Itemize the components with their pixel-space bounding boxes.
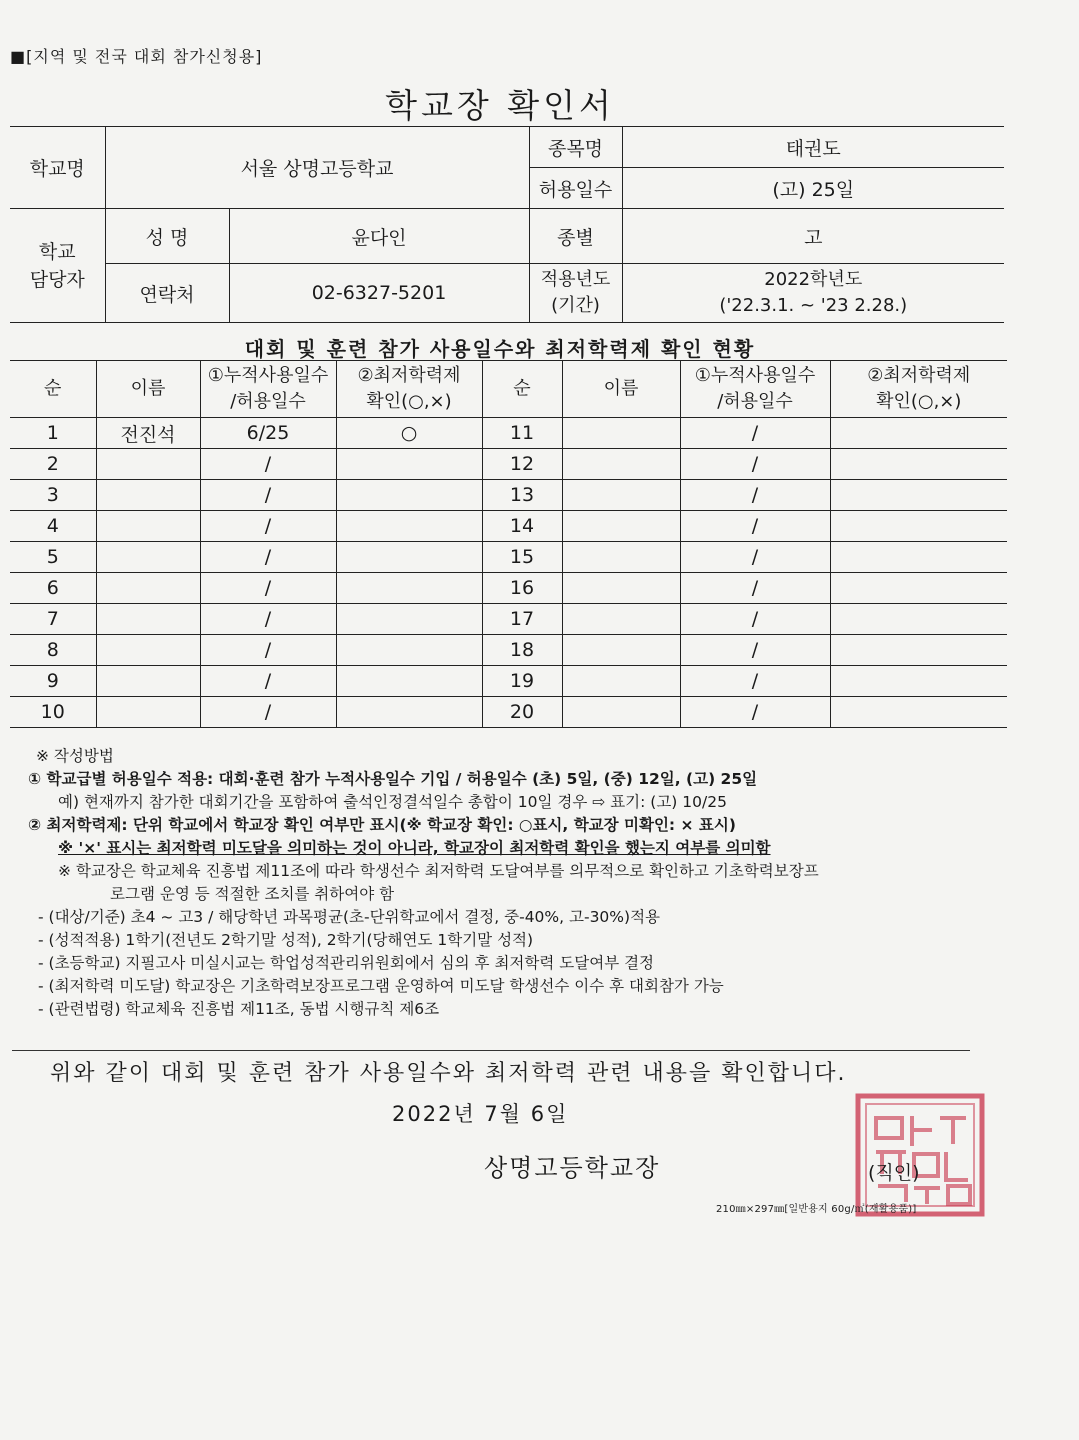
note-item-1: ① 학교급별 허용일수 적용: 대회·훈련 참가 누적사용일수 기입 / 허용일수 (초) 5일, (중) 12일, (고) 25일 <box>28 770 758 788</box>
school-label: 학교명 <box>10 127 105 209</box>
days-used-left: 6/25 <box>200 418 336 449</box>
student-name-left <box>96 480 200 511</box>
student-name-right <box>562 418 680 449</box>
note-item-2-remark-1: ※ '×' 표시는 최저학력 미도달을 의미하는 것이 아니라, 학교장이 최저학력 확인을 했는지 여부를 의미함 <box>58 839 771 857</box>
phone-value: 02-6327-5201 <box>229 264 529 323</box>
student-name-left <box>96 666 200 697</box>
min-academic-check-left <box>336 697 482 728</box>
row-number-right: 16 <box>482 573 562 604</box>
student-name-right <box>562 511 680 542</box>
min-academic-check-right <box>830 666 1007 697</box>
days-used-right: / <box>680 418 830 449</box>
row-number-right: 15 <box>482 542 562 573</box>
header-min-right-line1: ②최저학력제 <box>867 365 971 386</box>
days-used-right: / <box>680 697 830 728</box>
row-number-left: 5 <box>10 542 96 573</box>
header-no-left: 순 <box>10 361 96 418</box>
min-academic-check-left: ○ <box>336 418 482 449</box>
note-dash-5: - (관련법령) 학교체육 진흥법 제11조, 동법 시행규칙 제6조 <box>38 1000 440 1018</box>
roster-row <box>10 635 1007 666</box>
min-academic-check-right <box>830 418 1007 449</box>
days-used-right: / <box>680 573 830 604</box>
school-value: 서울 상명고등학교 <box>105 127 529 209</box>
header-days-right <box>680 361 830 418</box>
min-academic-check-right <box>830 480 1007 511</box>
row-number-right: 12 <box>482 449 562 480</box>
days-used-left: / <box>200 573 336 604</box>
student-name-right <box>562 480 680 511</box>
name-label: 성 명 <box>105 209 229 264</box>
row-number-left: 10 <box>10 697 96 728</box>
roster-header-row <box>10 361 1007 418</box>
confirmation-statement: 위와 같이 대회 및 훈련 참가 사용일수와 최저학력 관련 내용을 확인합니다. <box>50 1061 847 1086</box>
min-academic-check-left <box>336 542 482 573</box>
days-used-left: / <box>200 449 336 480</box>
min-academic-check-left <box>336 449 482 480</box>
year-label <box>529 264 622 323</box>
year-value <box>622 264 1004 323</box>
days-used-left: / <box>200 480 336 511</box>
contact-person-label-line1: 학교 <box>38 240 76 263</box>
days-used-left: / <box>200 635 336 666</box>
days-used-right: / <box>680 480 830 511</box>
days-used-right: / <box>680 449 830 480</box>
issue-date: 2022년 7월 6일 <box>392 1102 569 1126</box>
roster-row <box>10 511 1007 542</box>
roster-row <box>10 449 1007 480</box>
student-name-left <box>96 511 200 542</box>
row-number-left: 8 <box>10 635 96 666</box>
phone-label: 연락처 <box>105 264 229 323</box>
row-number-left: 9 <box>10 666 96 697</box>
row-number-right: 18 <box>482 635 562 666</box>
allowed-days-label: 허용일수 <box>529 168 622 209</box>
student-name-right <box>562 542 680 573</box>
roster-row <box>10 542 1007 573</box>
roster-row <box>10 604 1007 635</box>
roster-row <box>10 418 1007 449</box>
student-name-right <box>562 697 680 728</box>
student-name-left <box>96 697 200 728</box>
header-min-left-line1: ②최저학력제 <box>357 365 461 386</box>
student-name-left <box>96 542 200 573</box>
min-academic-check-right <box>830 449 1007 480</box>
header-min-right-line2: 확인(○,×) <box>876 391 962 412</box>
days-used-left: / <box>200 697 336 728</box>
min-academic-check-left <box>336 511 482 542</box>
document-title: 학교장 확인서 <box>385 86 615 125</box>
header-name-left: 이름 <box>96 361 200 418</box>
note-item-2: ② 최저학력제: 단위 학교에서 학교장 확인 여부만 표시(※ 학교장 확인: ○표시, 학교장 미확인: × 표시) <box>28 816 736 834</box>
header-days-left-line1: ①누적사용일수 <box>207 365 329 386</box>
min-academic-check-left <box>336 635 482 666</box>
days-used-left: / <box>200 604 336 635</box>
roster-table <box>10 360 1007 728</box>
category-label: 종별 <box>529 209 622 264</box>
section-title: 대회 및 훈련 참가 사용일수와 최저학력제 확인 현황 <box>244 337 756 361</box>
student-name-left <box>96 449 200 480</box>
min-academic-check-right <box>830 697 1007 728</box>
header-min-left-line2: 확인(○,×) <box>366 391 452 412</box>
allowed-days-value: (고) 25일 <box>622 168 1004 209</box>
divider <box>12 1050 970 1051</box>
header-info-table <box>10 126 1004 323</box>
principal-title: 상명고등학교장 <box>484 1154 661 1182</box>
category-value: 고 <box>622 209 1004 264</box>
student-name-right <box>562 449 680 480</box>
row-number-right: 20 <box>482 697 562 728</box>
header-no-right: 순 <box>482 361 562 418</box>
days-used-right: / <box>680 666 830 697</box>
note-dash-3: - (초등학교) 지필고사 미실시교는 학업성적관리위원회에서 심의 후 최저학력 도달여부 결정 <box>38 954 655 972</box>
note-dash-4: - (최저학력 미도달) 학교장은 기초학력보장프로그램 운영하여 미도달 학생선수 이수 후 대회참가 가능 <box>38 977 724 995</box>
row-number-left: 3 <box>10 480 96 511</box>
roster-row <box>10 573 1007 604</box>
year-label-line2: (기간) <box>551 295 600 316</box>
days-used-left: / <box>200 511 336 542</box>
year-value-line1: 2022학년도 <box>764 269 863 290</box>
notes-heading: ※ 작성방법 <box>36 747 114 765</box>
note-dash-2: - (성적적용) 1학기(전년도 2학기말 성적), 2학기(당해연도 1학기말 성적) <box>38 931 534 949</box>
min-academic-check-right <box>830 635 1007 666</box>
header-min-right <box>830 361 1007 418</box>
roster-body <box>10 418 1007 728</box>
student-name-left <box>96 573 200 604</box>
student-name-right <box>562 604 680 635</box>
student-name-right <box>562 635 680 666</box>
student-name-right <box>562 573 680 604</box>
row-number-right: 14 <box>482 511 562 542</box>
header-name-right: 이름 <box>562 361 680 418</box>
seal-label: (직인) <box>868 1162 920 1184</box>
min-academic-check-right <box>830 511 1007 542</box>
min-academic-check-right <box>830 542 1007 573</box>
student-name-left <box>96 604 200 635</box>
note-item-2-remark-2a: ※ 학교장은 학교체육 진흥법 제11조에 따라 학생선수 최저학력 도달여부를 의무적으로 확인하고 기초학력보장프 <box>58 862 819 880</box>
days-used-right: / <box>680 511 830 542</box>
days-used-right: / <box>680 635 830 666</box>
header-days-left-line2: /허용일수 <box>230 391 306 412</box>
row-number-left: 6 <box>10 573 96 604</box>
row-number-left: 7 <box>10 604 96 635</box>
min-academic-check-left <box>336 573 482 604</box>
paper-spec: 210㎜×297㎜[일반용지 60g/㎡(재활용품)] <box>716 1204 917 1215</box>
header-min-left <box>336 361 482 418</box>
form-tag: ■[지역 및 전국 대회 참가신청용] <box>10 47 263 66</box>
min-academic-check-left <box>336 480 482 511</box>
row-number-left: 4 <box>10 511 96 542</box>
row-number-left: 2 <box>10 449 96 480</box>
student-name-left: 전진석 <box>96 418 200 449</box>
row-number-right: 13 <box>482 480 562 511</box>
roster-row <box>10 666 1007 697</box>
header-days-left <box>200 361 336 418</box>
row-number-right: 17 <box>482 604 562 635</box>
contact-person-label <box>10 209 105 323</box>
note-item-2-remark-2b: 로그램 운영 등 적절한 조치를 취하여야 함 <box>110 885 395 903</box>
min-academic-check-left <box>336 604 482 635</box>
note-dash-1: - (대상/기준) 초4 ~ 고3 / 해당학년 과목평균(초-단위학교에서 결정, 중-40%, 고-30%)적용 <box>38 908 661 926</box>
contact-person-label-line2: 담당자 <box>29 268 85 291</box>
min-academic-check-right <box>830 573 1007 604</box>
instructions <box>28 745 988 1021</box>
days-used-right: / <box>680 604 830 635</box>
year-value-line2: ('22.3.1. ~ '23 2.28.) <box>719 295 908 316</box>
roster-row <box>10 697 1007 728</box>
min-academic-check-left <box>336 666 482 697</box>
header-days-right-line2: /허용일수 <box>717 391 793 412</box>
note-item-1-example: 예) 현재까지 참가한 대회기간을 포함하여 출석인정결석일수 총합이 10일 경우 ⇨ 표기: (고) 10/25 <box>58 793 727 811</box>
year-label-line1: 적용년도 <box>540 269 611 290</box>
days-used-left: / <box>200 666 336 697</box>
student-name-left <box>96 635 200 666</box>
row-number-right: 19 <box>482 666 562 697</box>
row-number-right: 11 <box>482 418 562 449</box>
sport-label: 종목명 <box>529 127 622 168</box>
header-days-right-line1: ①누적사용일수 <box>694 365 816 386</box>
days-used-left: / <box>200 542 336 573</box>
sport-value: 태권도 <box>622 127 1004 168</box>
roster-row <box>10 480 1007 511</box>
days-used-right: / <box>680 542 830 573</box>
name-value: 윤다인 <box>229 209 529 264</box>
min-academic-check-right <box>830 604 1007 635</box>
student-name-right <box>562 666 680 697</box>
row-number-left: 1 <box>10 418 96 449</box>
